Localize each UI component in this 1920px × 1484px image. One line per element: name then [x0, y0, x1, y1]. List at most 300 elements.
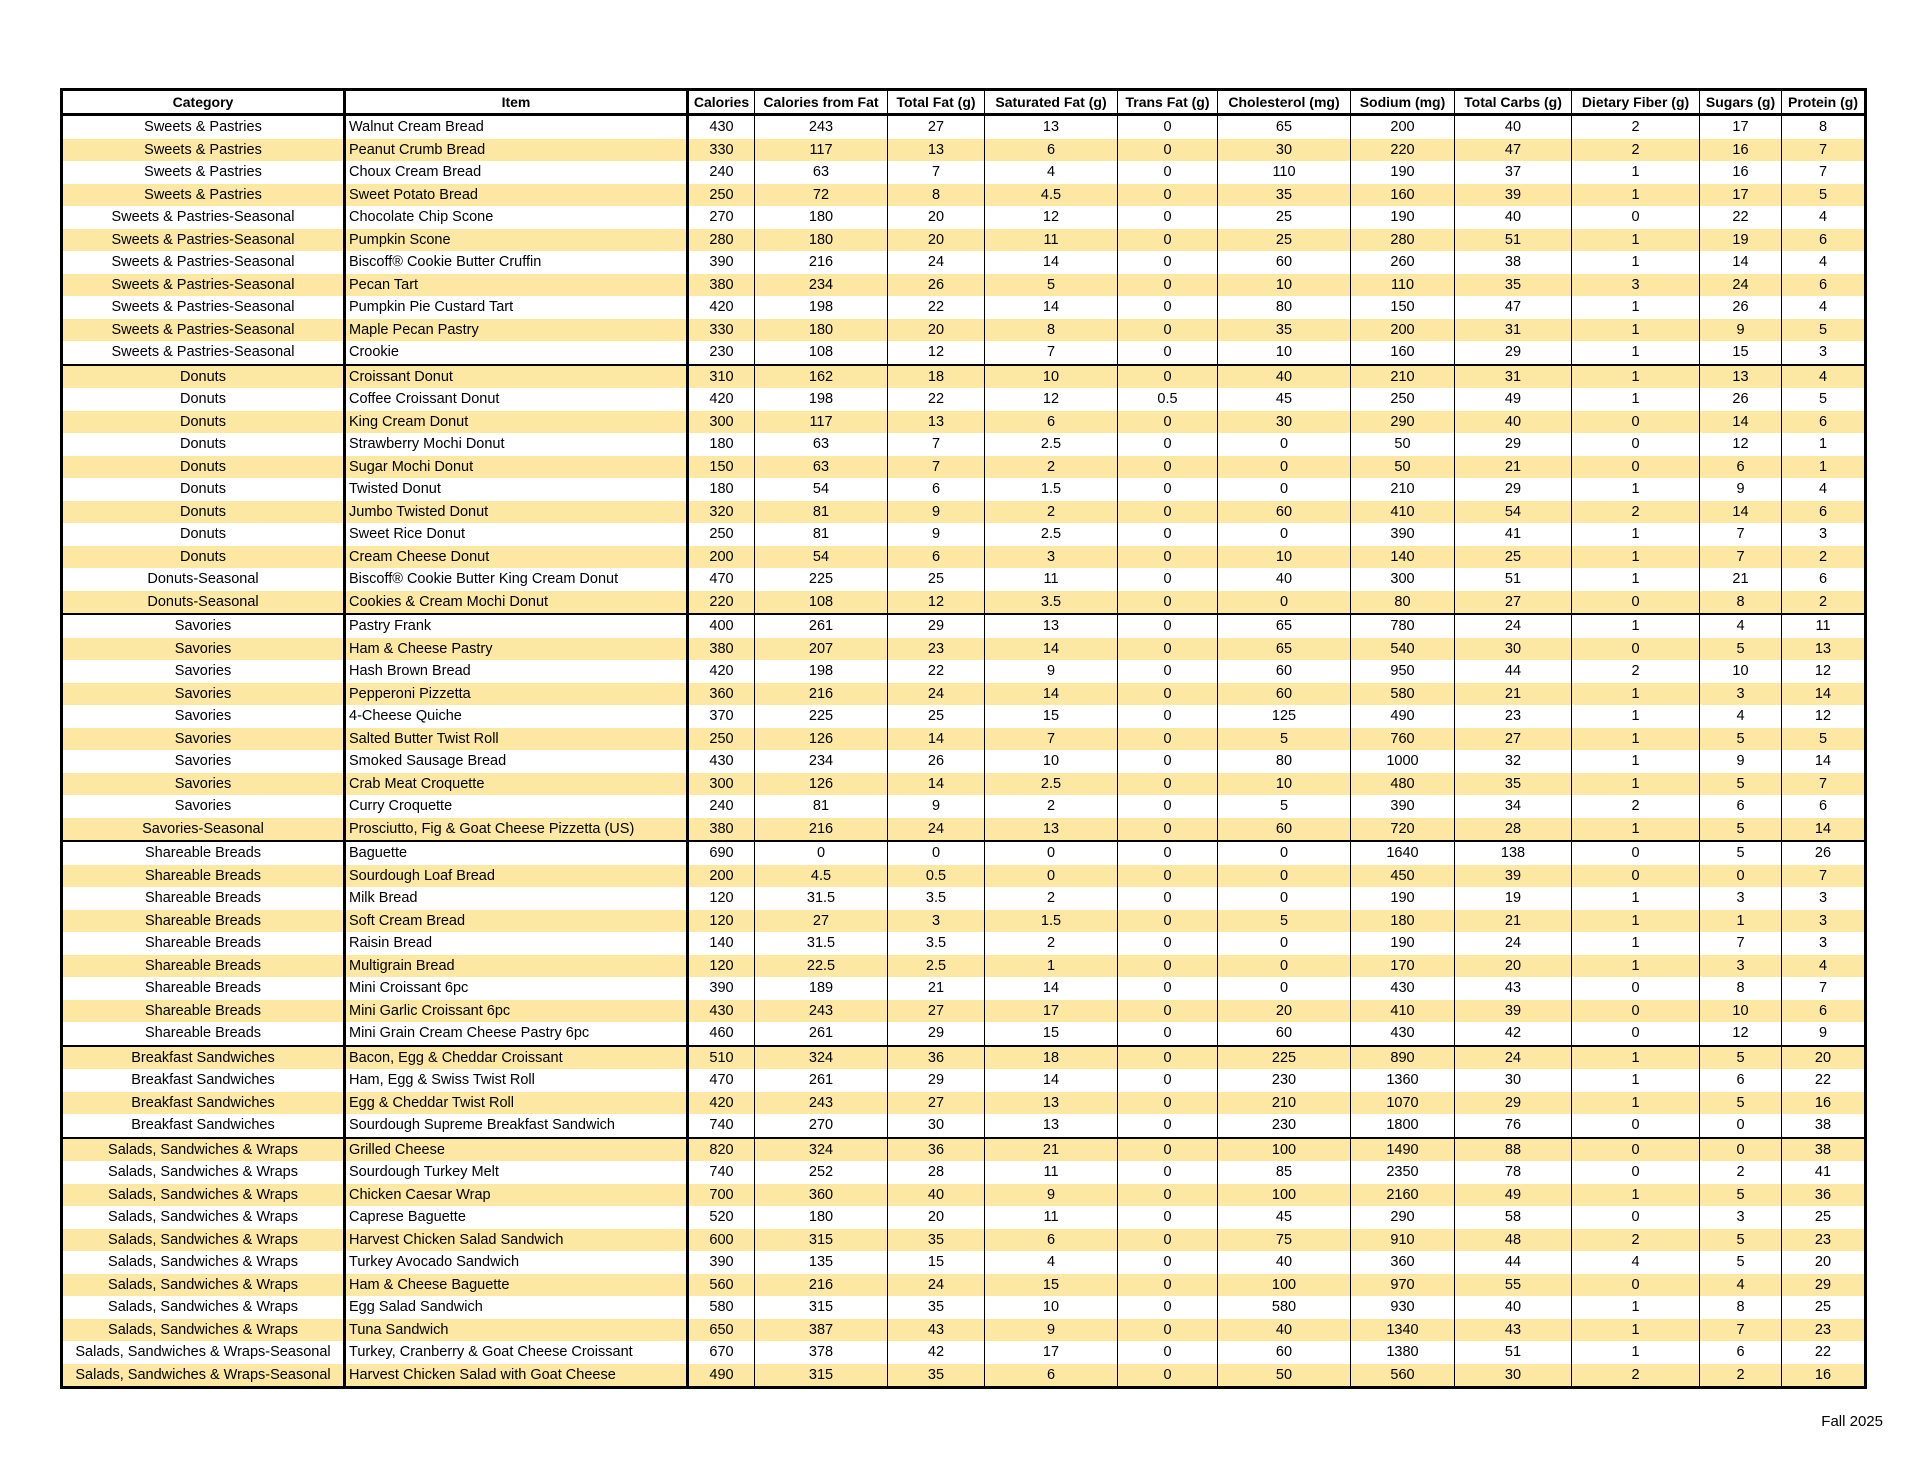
value-cell: 230 [1218, 1069, 1351, 1092]
table-row [62, 1114, 1866, 1138]
value-cell: 490 [688, 1364, 755, 1388]
value-cell: 14 [1782, 818, 1866, 842]
value-cell: 189 [755, 977, 888, 1000]
value-cell: 1 [1572, 955, 1700, 978]
value-cell: 29 [1455, 433, 1572, 456]
table-row [62, 660, 1866, 683]
value-cell: 13 [888, 139, 985, 162]
table-row [62, 1069, 1866, 1092]
value-cell: 41 [1782, 1161, 1866, 1184]
value-cell: 4 [985, 161, 1118, 184]
value-cell: 2 [1572, 1364, 1700, 1388]
category-cell: Savories [62, 795, 345, 818]
value-cell: 5 [1782, 728, 1866, 751]
item-cell: Ham & Cheese Baguette [345, 1274, 688, 1297]
value-cell: 470 [688, 1069, 755, 1092]
value-cell: 37 [1455, 161, 1572, 184]
value-cell: 0 [1218, 523, 1351, 546]
value-cell: 480 [1351, 773, 1455, 796]
value-cell: 22 [1700, 206, 1782, 229]
value-cell: 240 [688, 795, 755, 818]
value-cell: 49 [1455, 388, 1572, 411]
value-cell: 85 [1218, 1161, 1351, 1184]
value-cell: 24 [888, 818, 985, 842]
table-row [62, 887, 1866, 910]
category-cell: Donuts [62, 433, 345, 456]
value-cell: 780 [1351, 614, 1455, 638]
value-cell: 40 [1455, 115, 1572, 139]
value-cell: 0 [1118, 1022, 1218, 1046]
category-cell: Salads, Sandwiches & Wraps [62, 1229, 345, 1252]
value-cell: 63 [755, 433, 888, 456]
value-cell: 34 [1455, 795, 1572, 818]
value-cell: 18 [985, 1046, 1118, 1070]
value-cell: 3 [1700, 1206, 1782, 1229]
value-cell: 14 [985, 1069, 1118, 1092]
value-cell: 390 [688, 977, 755, 1000]
value-cell: 24 [888, 1274, 985, 1297]
value-cell: 16 [1782, 1092, 1866, 1115]
value-cell: 5 [1700, 1184, 1782, 1207]
item-cell: Sourdough Loaf Bread [345, 865, 688, 888]
value-cell: 380 [688, 818, 755, 842]
column-header: Protein (g) [1782, 90, 1866, 115]
value-cell: 6 [1700, 456, 1782, 479]
value-cell: 0 [1572, 1138, 1700, 1162]
value-cell: 320 [688, 501, 755, 524]
value-cell: 2 [1700, 1161, 1782, 1184]
value-cell: 24 [1455, 1046, 1572, 1070]
value-cell: 50 [1218, 1364, 1351, 1388]
value-cell: 430 [1351, 977, 1455, 1000]
value-cell: 3 [985, 546, 1118, 569]
value-cell: 4 [1782, 206, 1866, 229]
value-cell: 0 [1118, 274, 1218, 297]
value-cell: 72 [755, 184, 888, 207]
value-cell: 315 [755, 1296, 888, 1319]
item-cell: Chicken Caesar Wrap [345, 1184, 688, 1207]
value-cell: 234 [755, 274, 888, 297]
value-cell: 48 [1455, 1229, 1572, 1252]
value-cell: 580 [1218, 1296, 1351, 1319]
table-row [62, 365, 1866, 389]
value-cell: 5 [1218, 728, 1351, 751]
value-cell: 3.5 [888, 887, 985, 910]
value-cell: 560 [688, 1274, 755, 1297]
value-cell: 180 [688, 478, 755, 501]
table-row [62, 206, 1866, 229]
value-cell: 12 [1700, 433, 1782, 456]
category-cell: Salads, Sandwiches & Wraps [62, 1296, 345, 1319]
value-cell: 0 [1218, 977, 1351, 1000]
item-cell: Sweet Potato Bread [345, 184, 688, 207]
table-row [62, 251, 1866, 274]
value-cell: 65 [1218, 638, 1351, 661]
category-cell: Savories [62, 750, 345, 773]
value-cell: 22.5 [755, 955, 888, 978]
item-cell: Egg Salad Sandwich [345, 1296, 688, 1319]
item-cell: Twisted Donut [345, 478, 688, 501]
value-cell: 210 [1351, 365, 1455, 389]
table-row [62, 795, 1866, 818]
table-row [62, 1319, 1866, 1342]
value-cell: 2 [985, 932, 1118, 955]
value-cell: 1 [1572, 1296, 1700, 1319]
item-cell: Bacon, Egg & Cheddar Croissant [345, 1046, 688, 1070]
category-cell: Salads, Sandwiches & Wraps [62, 1138, 345, 1162]
value-cell: 3 [1782, 887, 1866, 910]
value-cell: 970 [1351, 1274, 1455, 1297]
value-cell: 0 [1118, 411, 1218, 434]
value-cell: 5 [1700, 1046, 1782, 1070]
item-cell: Pepperoni Pizzetta [345, 683, 688, 706]
value-cell: 0 [1118, 841, 1218, 865]
value-cell: 0 [1118, 296, 1218, 319]
value-cell: 252 [755, 1161, 888, 1184]
value-cell: 0 [1118, 818, 1218, 842]
value-cell: 210 [1351, 478, 1455, 501]
value-cell: 0 [1118, 750, 1218, 773]
category-cell: Donuts [62, 388, 345, 411]
value-cell: 29 [888, 1022, 985, 1046]
value-cell: 21 [1455, 683, 1572, 706]
value-cell: 1 [1572, 296, 1700, 319]
value-cell: 7 [985, 728, 1118, 751]
table-row [62, 161, 1866, 184]
value-cell: 1 [1572, 523, 1700, 546]
value-cell: 14 [888, 728, 985, 751]
value-cell: 17 [1700, 115, 1782, 139]
value-cell: 1 [985, 955, 1118, 978]
value-cell: 44 [1455, 660, 1572, 683]
value-cell: 80 [1351, 591, 1455, 615]
value-cell: 35 [1455, 274, 1572, 297]
value-cell: 4.5 [755, 865, 888, 888]
category-cell: Sweets & Pastries-Seasonal [62, 274, 345, 297]
value-cell: 190 [1351, 932, 1455, 955]
table-row [62, 1092, 1866, 1115]
value-cell: 2 [1782, 546, 1866, 569]
value-cell: 9 [985, 660, 1118, 683]
value-cell: 6 [1700, 1069, 1782, 1092]
value-cell: 13 [888, 411, 985, 434]
value-cell: 910 [1351, 1229, 1455, 1252]
value-cell: 6 [985, 1229, 1118, 1252]
value-cell: 4 [1782, 365, 1866, 389]
value-cell: 6 [985, 411, 1118, 434]
table-row [62, 865, 1866, 888]
value-cell: 9 [985, 1319, 1118, 1342]
value-cell: 100 [1218, 1138, 1351, 1162]
value-cell: 25 [1218, 229, 1351, 252]
category-cell: Donuts [62, 365, 345, 389]
value-cell: 8 [985, 319, 1118, 342]
value-cell: 243 [755, 1092, 888, 1115]
value-cell: 30 [1455, 1364, 1572, 1388]
value-cell: 1 [1572, 910, 1700, 933]
value-cell: 740 [688, 1114, 755, 1138]
category-cell: Sweets & Pastries [62, 139, 345, 162]
value-cell: 30 [1455, 1069, 1572, 1092]
category-cell: Savories-Seasonal [62, 818, 345, 842]
value-cell: 44 [1455, 1251, 1572, 1274]
value-cell: 220 [688, 591, 755, 615]
value-cell: 55 [1455, 1274, 1572, 1297]
value-cell: 0 [1218, 865, 1351, 888]
value-cell: 28 [888, 1161, 985, 1184]
value-cell: 200 [1351, 319, 1455, 342]
value-cell: 390 [1351, 795, 1455, 818]
item-cell: Mini Grain Cream Cheese Pastry 6pc [345, 1022, 688, 1046]
value-cell: 10 [1218, 546, 1351, 569]
value-cell: 1 [1572, 818, 1700, 842]
value-cell: 0 [1572, 841, 1700, 865]
value-cell: 5 [1218, 910, 1351, 933]
value-cell: 0.5 [1118, 388, 1218, 411]
category-cell: Breakfast Sandwiches [62, 1092, 345, 1115]
value-cell: 324 [755, 1138, 888, 1162]
value-cell: 12 [888, 341, 985, 365]
value-cell: 25 [1455, 546, 1572, 569]
item-cell: Grilled Cheese [345, 1138, 688, 1162]
table-row [62, 296, 1866, 319]
column-header: Cholesterol (mg) [1218, 90, 1351, 115]
value-cell: 5 [1700, 773, 1782, 796]
category-cell: Sweets & Pastries [62, 184, 345, 207]
value-cell: 8 [1700, 977, 1782, 1000]
value-cell: 260 [1351, 251, 1455, 274]
table-header-row [62, 90, 1866, 115]
value-cell: 3 [1572, 274, 1700, 297]
value-cell: 8 [1782, 115, 1866, 139]
value-cell: 39 [1455, 865, 1572, 888]
value-cell: 2 [1572, 501, 1700, 524]
value-cell: 10 [1700, 660, 1782, 683]
value-cell: 1 [1572, 614, 1700, 638]
value-cell: 216 [755, 818, 888, 842]
value-cell: 8 [888, 184, 985, 207]
category-cell: Salads, Sandwiches & Wraps [62, 1184, 345, 1207]
value-cell: 1.5 [985, 910, 1118, 933]
value-cell: 12 [1782, 660, 1866, 683]
value-cell: 280 [688, 229, 755, 252]
value-cell: 0 [1572, 456, 1700, 479]
value-cell: 108 [755, 591, 888, 615]
value-cell: 120 [688, 887, 755, 910]
value-cell: 7 [888, 161, 985, 184]
value-cell: 0 [1118, 1161, 1218, 1184]
value-cell: 10 [985, 1296, 1118, 1319]
value-cell: 0 [1118, 614, 1218, 638]
value-cell: 0 [1118, 638, 1218, 661]
value-cell: 580 [688, 1296, 755, 1319]
value-cell: 3.5 [985, 591, 1118, 615]
value-cell: 1 [1700, 910, 1782, 933]
value-cell: 81 [755, 501, 888, 524]
value-cell: 10 [1218, 773, 1351, 796]
value-cell: 360 [1351, 1251, 1455, 1274]
value-cell: 38 [1782, 1138, 1866, 1162]
value-cell: 9 [888, 795, 985, 818]
value-cell: 5 [1700, 1229, 1782, 1252]
value-cell: 110 [1351, 274, 1455, 297]
value-cell: 126 [755, 773, 888, 796]
value-cell: 1 [1572, 728, 1700, 751]
value-cell: 4.5 [985, 184, 1118, 207]
category-cell: Shareable Breads [62, 955, 345, 978]
value-cell: 225 [755, 705, 888, 728]
value-cell: 5 [1700, 818, 1782, 842]
value-cell: 0 [1118, 910, 1218, 933]
value-cell: 0 [1118, 1138, 1218, 1162]
item-cell: Ham & Cheese Pastry [345, 638, 688, 661]
value-cell: 270 [755, 1114, 888, 1138]
value-cell: 370 [688, 705, 755, 728]
value-cell: 40 [888, 1184, 985, 1207]
value-cell: 26 [888, 750, 985, 773]
table-row [62, 773, 1866, 796]
value-cell: 3 [1700, 887, 1782, 910]
value-cell: 243 [755, 1000, 888, 1023]
value-cell: 0 [1700, 1114, 1782, 1138]
value-cell: 5 [1700, 728, 1782, 751]
item-cell: Strawberry Mochi Donut [345, 433, 688, 456]
item-cell: Milk Bread [345, 887, 688, 910]
value-cell: 125 [1218, 705, 1351, 728]
value-cell: 78 [1455, 1161, 1572, 1184]
value-cell: 40 [1218, 1319, 1351, 1342]
value-cell: 420 [688, 388, 755, 411]
value-cell: 3 [1782, 523, 1866, 546]
value-cell: 27 [1455, 728, 1572, 751]
table-row [62, 456, 1866, 479]
category-cell: Sweets & Pastries-Seasonal [62, 319, 345, 342]
value-cell: 14 [1700, 251, 1782, 274]
value-cell: 0 [1572, 206, 1700, 229]
value-cell: 35 [888, 1364, 985, 1388]
value-cell: 0 [1118, 1341, 1218, 1364]
category-cell: Shareable Breads [62, 841, 345, 865]
value-cell: 225 [1218, 1046, 1351, 1070]
value-cell: 1070 [1351, 1092, 1455, 1115]
value-cell: 23 [1782, 1229, 1866, 1252]
value-cell: 1 [1572, 365, 1700, 389]
value-cell: 1 [1782, 433, 1866, 456]
value-cell: 198 [755, 296, 888, 319]
value-cell: 0 [1118, 728, 1218, 751]
value-cell: 13 [1700, 365, 1782, 389]
value-cell: 0 [1572, 411, 1700, 434]
item-cell: Turkey Avocado Sandwich [345, 1251, 688, 1274]
value-cell: 14 [1782, 683, 1866, 706]
value-cell: 210 [1218, 1092, 1351, 1115]
value-cell: 19 [1700, 229, 1782, 252]
value-cell: 50 [1351, 433, 1455, 456]
value-cell: 2.5 [985, 523, 1118, 546]
value-cell: 6 [985, 139, 1118, 162]
category-cell: Salads, Sandwiches & Wraps [62, 1161, 345, 1184]
value-cell: 0 [1572, 1000, 1700, 1023]
value-cell: 1340 [1351, 1319, 1455, 1342]
value-cell: 22 [1782, 1341, 1866, 1364]
item-cell: Pumpkin Scone [345, 229, 688, 252]
value-cell: 250 [1351, 388, 1455, 411]
value-cell: 35 [888, 1229, 985, 1252]
table-row [62, 1274, 1866, 1297]
value-cell: 15 [985, 1274, 1118, 1297]
value-cell: 100 [1218, 1184, 1351, 1207]
value-cell: 42 [1455, 1022, 1572, 1046]
value-cell: 1 [1572, 1341, 1700, 1364]
category-cell: Donuts [62, 546, 345, 569]
value-cell: 10 [1218, 341, 1351, 365]
table-row [62, 523, 1866, 546]
category-cell: Donuts-Seasonal [62, 591, 345, 615]
value-cell: 12 [985, 206, 1118, 229]
category-cell: Shareable Breads [62, 977, 345, 1000]
value-cell: 25 [888, 705, 985, 728]
value-cell: 20 [888, 229, 985, 252]
value-cell: 16 [1700, 161, 1782, 184]
category-cell: Salads, Sandwiches & Wraps [62, 1319, 345, 1342]
table-row [62, 1000, 1866, 1023]
value-cell: 0 [1118, 1092, 1218, 1115]
table-row [62, 977, 1866, 1000]
value-cell: 0 [1118, 1184, 1218, 1207]
value-cell: 0 [888, 841, 985, 865]
category-cell: Savories [62, 614, 345, 638]
table-row [62, 433, 1866, 456]
value-cell: 21 [888, 977, 985, 1000]
value-cell: 24 [888, 251, 985, 274]
value-cell: 7 [1782, 865, 1866, 888]
value-cell: 1 [1572, 229, 1700, 252]
value-cell: 2 [985, 501, 1118, 524]
value-cell: 17 [985, 1000, 1118, 1023]
value-cell: 1 [1572, 546, 1700, 569]
value-cell: 0 [1118, 251, 1218, 274]
value-cell: 126 [755, 728, 888, 751]
value-cell: 1 [1572, 388, 1700, 411]
value-cell: 7 [1782, 139, 1866, 162]
value-cell: 30 [1218, 411, 1351, 434]
item-cell: Choux Cream Bread [345, 161, 688, 184]
table-row [62, 184, 1866, 207]
column-header: Dietary Fiber (g) [1572, 90, 1700, 115]
value-cell: 0 [1118, 865, 1218, 888]
value-cell: 0 [1118, 887, 1218, 910]
value-cell: 35 [1455, 773, 1572, 796]
value-cell: 31 [1455, 319, 1572, 342]
value-cell: 170 [1351, 955, 1455, 978]
value-cell: 180 [688, 433, 755, 456]
value-cell: 140 [688, 932, 755, 955]
item-cell: Multigrain Bread [345, 955, 688, 978]
value-cell: 470 [688, 568, 755, 591]
value-cell: 207 [755, 638, 888, 661]
value-cell: 4 [1700, 705, 1782, 728]
item-cell: Crookie [345, 341, 688, 365]
category-cell: Sweets & Pastries [62, 161, 345, 184]
category-cell: Savories [62, 660, 345, 683]
value-cell: 60 [1218, 1022, 1351, 1046]
value-cell: 261 [755, 1069, 888, 1092]
item-cell: Sourdough Turkey Melt [345, 1161, 688, 1184]
value-cell: 2 [1572, 795, 1700, 818]
column-header: Saturated Fat (g) [985, 90, 1118, 115]
value-cell: 430 [1351, 1022, 1455, 1046]
value-cell: 220 [1351, 139, 1455, 162]
